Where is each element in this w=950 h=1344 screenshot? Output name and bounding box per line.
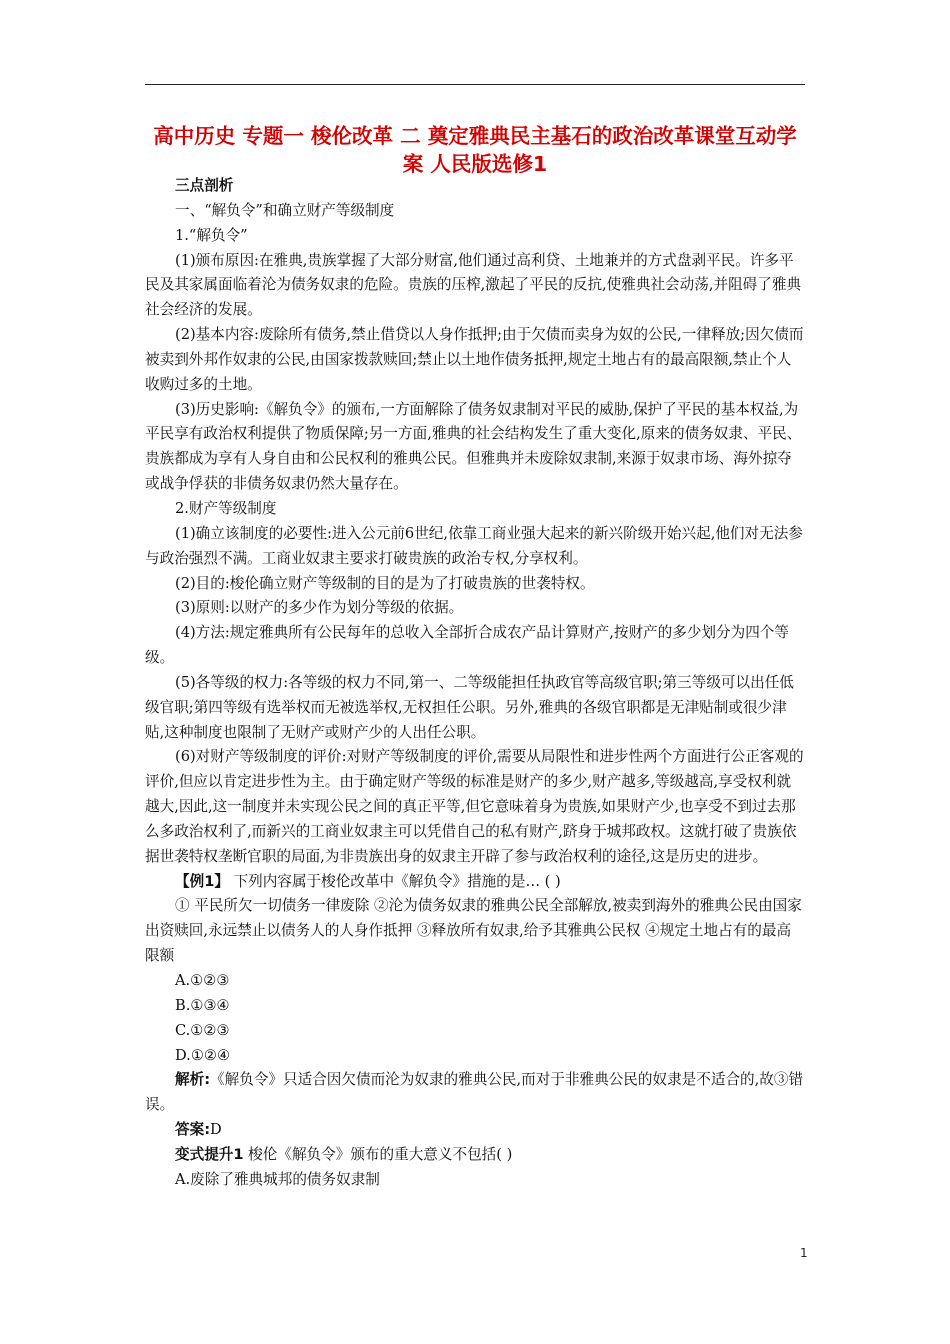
paragraph: (1)确立该制度的必要性:进入公元前6世纪,依靠工商业强大起来的新兴阶级开始兴起,他们对无法参与政治强烈不满。工商业奴隶主要求打破贵族的政治专权,分享权利。 xyxy=(145,524,803,567)
example-1-label: 【例1】 xyxy=(175,872,229,890)
option-b: B.①③④ xyxy=(175,996,230,1014)
option-c: C.①②③ xyxy=(175,1021,230,1039)
paragraph: (2)基本内容:废除所有债务,禁止借贷以人身作抵押;由于欠债而卖身为奴的公民,一律释放;因欠债而被卖到外邦作奴隶的公民,由国家拨款赎回;禁止以土地作债务抵押,规定土地占有的最高限额,禁止个人收购过多的土地。 xyxy=(145,326,804,393)
paragraph: (1)颁布原因:在雅典,贵族掌握了大部分财富,他们通过高利贷、土地兼并的方式盘剥平民。许多平民及其家属面临着沦为债务奴隶的危险。贵族的压榨,激起了平民的反抗,使雅典社会动荡,并阻碍了雅典社会经济的发展。 xyxy=(145,251,802,319)
subsection-2-heading: 2.财产等级制度 xyxy=(175,499,277,517)
option-d: D.①②④ xyxy=(175,1046,231,1064)
paragraph: (3)原则:以财产的多少作为划分等级的依据。 xyxy=(175,599,464,617)
example-1-analysis: 解析:《解负令》只适合因欠债而沦为奴隶的雅典公民,而对于非雅典公民的奴隶是不适合的,故③错误。 xyxy=(145,1071,804,1114)
example-1-answer: 答案:D xyxy=(175,1121,222,1139)
section-1-heading: 一、“解负令”和确立财产等级制度 xyxy=(175,201,395,219)
document-body xyxy=(145,174,805,1193)
page-number: 1 xyxy=(800,1246,808,1260)
example-1-question: 【例1】 下列内容属于梭伦改革中《解负令》措施的是… ( ) xyxy=(175,872,561,890)
option-a: A.①②③ xyxy=(175,972,230,989)
heading-analysis: 三点剖析 xyxy=(175,177,234,194)
document-title: 高中历史 专题一 梭伦改革 二 奠定雅典民主基石的政治改革课堂互动学案 人民版选修1 xyxy=(153,124,797,176)
variant-1-option-a: A.废除了雅典城邦的债务奴隶制 xyxy=(175,1170,380,1188)
paragraph: (2)目的:梭伦确立财产等级制的目的是为了打破贵族的世袭特权。 xyxy=(175,574,595,592)
header-rule xyxy=(145,84,805,85)
example-1-statements: ① 平民所欠一切债务一律废除 ②沦为债务奴隶的雅典公民全部解放,被卖到海外的雅典公民由国家出资赎回,永远禁止以债务人的人身作抵押 ③释放所有奴隶,给予其雅典公民权 ④规定土地占有的最高限额 xyxy=(145,897,802,965)
answer-label: 答案: xyxy=(175,1121,211,1139)
paragraph: (4)方法:规定雅典所有公民每年的总收入全部折合成农产品计算财产,按财产的多少划分为四个等级。 xyxy=(145,624,789,667)
paragraph: (3)历史影响:《解负令》的颁布,一方面解除了债务奴隶制对平民的威胁,保护了平民的基本权益,为平民享有政治权利提供了物质保障;另一方面,雅典的社会结构发生了重大变化,原来的债务奴隶、平民、贵族都成为享有人身自由和公民权利的雅典公民。但雅典并未废除奴隶制,来源于奴隶市场、海外掠夺或战争俘获的非债务奴隶仍然大量存在。 xyxy=(145,400,802,493)
paragraph: (5)各等级的权力:各等级的权力不同,第一、二等级能担任执政官等高级官职;第三等级可以出任低级官职;第四等级有选举权而无被选举权,无权担任公职。另外,雅典的各级官职都是无津贴制或很少津贴,这种制度也限制了无财产或财产少的人出任公职。 xyxy=(145,673,794,741)
paragraph: (6)对财产等级制度的评价:对财产等级制度的评价,需要从局限性和进步性两个方面进行公正客观的评价,但应以肯定进步性为主。由于确定财产等级的标准是财产的多少,财产越多,等级越高,享受权利就越大,因此,这一制度并未实现公民之间的真正平等,但它意味着身为贵族,如果财产少,也享受不到过去那么多政治权利了,而新兴的工商业奴隶主可以凭借自己的私有财产,跻身于城邦政权。这就打破了贵族依据世袭特权垄断官职的局面,为非贵族出身的奴隶主开辟了参与政治权利的途径,这是历史的进步。 xyxy=(145,748,804,865)
subsection-1-heading: 1.“解负令” xyxy=(175,226,248,244)
variant-1-label: 变式提升1 xyxy=(175,1145,244,1163)
analysis-label: 解析: xyxy=(175,1071,211,1089)
variant-1-question: 变式提升1 梭伦《解负令》颁布的重大意义不包括( ) xyxy=(175,1145,513,1163)
